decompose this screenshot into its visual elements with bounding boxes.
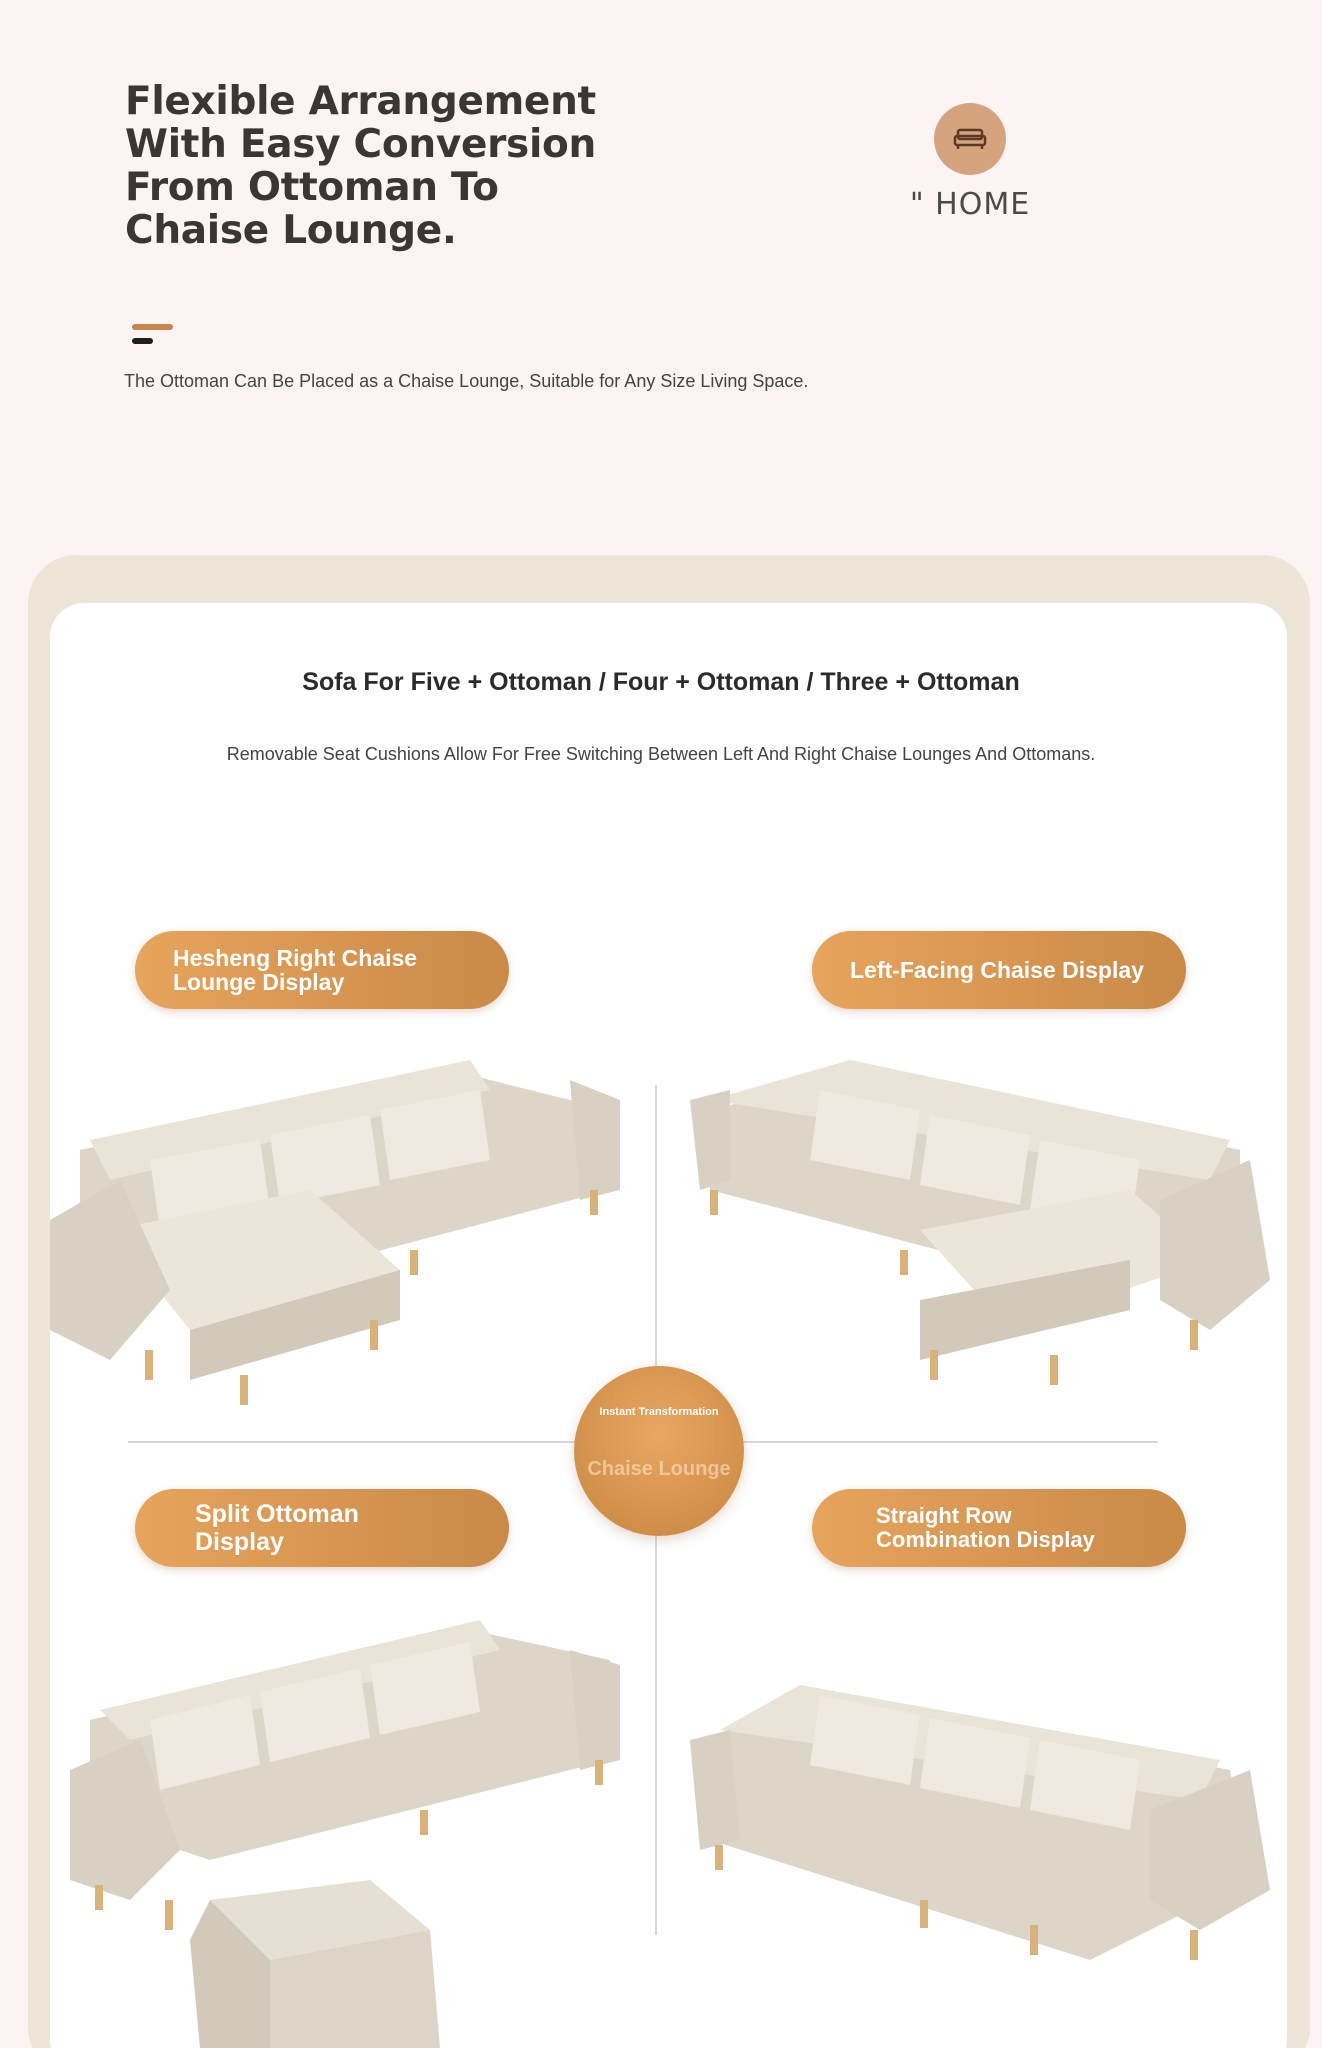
sofa-split-ottoman-image <box>70 1600 630 2048</box>
pill-label-line2: Display <box>195 1528 284 1556</box>
pill-label-line2: Lounge Display <box>173 969 345 995</box>
page-headline: Flexible Arrangement With Easy Conversion From Ottoman To Chaise Lounge. <box>125 79 596 253</box>
split-ottoman-display-button[interactable] <box>135 1489 509 1567</box>
pill-label-line1: Split Ottoman <box>195 1500 359 1528</box>
badge-small-text: Instant Transformation <box>599 1406 719 1418</box>
intro-text: The Ottoman Can Be Placed as a Chaise Lounge, Suitable for Any Size Living Space. <box>124 371 809 391</box>
right-chaise-display-button[interactable] <box>135 931 509 1009</box>
brand-logo <box>900 103 1040 233</box>
pill-label-line1: Left-Facing Chaise Display <box>850 957 1144 983</box>
badge-big-text: Chaise Lounge <box>587 1458 731 1480</box>
sofa-icon <box>934 103 1006 175</box>
sofa-straight-row-image <box>690 1660 1270 1980</box>
instant-transformation-badge <box>574 1366 744 1536</box>
section-title: Sofa For Five + Ottoman / Four + Ottoman / Three + Ottoman <box>302 668 1020 696</box>
section-subtitle: Removable Seat Cushions Allow For Free Switching Between Left And Right Chaise Lounges And Ottomans. <box>226 744 1096 764</box>
accent-dash-orange <box>132 324 173 330</box>
sofa-left-chaise-image <box>690 1030 1270 1420</box>
pill-label-line1: Hesheng Right Chaise <box>173 945 418 971</box>
accent-dash-black <box>132 338 153 344</box>
brand-label: " HOME <box>909 187 1031 222</box>
left-chaise-display-button[interactable] <box>812 931 1186 1009</box>
pill-label-line1: Straight Row <box>876 1503 1012 1528</box>
pill-label-line2: Combination Display <box>876 1527 1095 1552</box>
sofa-right-chaise-image <box>50 1030 630 1420</box>
straight-row-display-button[interactable] <box>812 1489 1186 1567</box>
